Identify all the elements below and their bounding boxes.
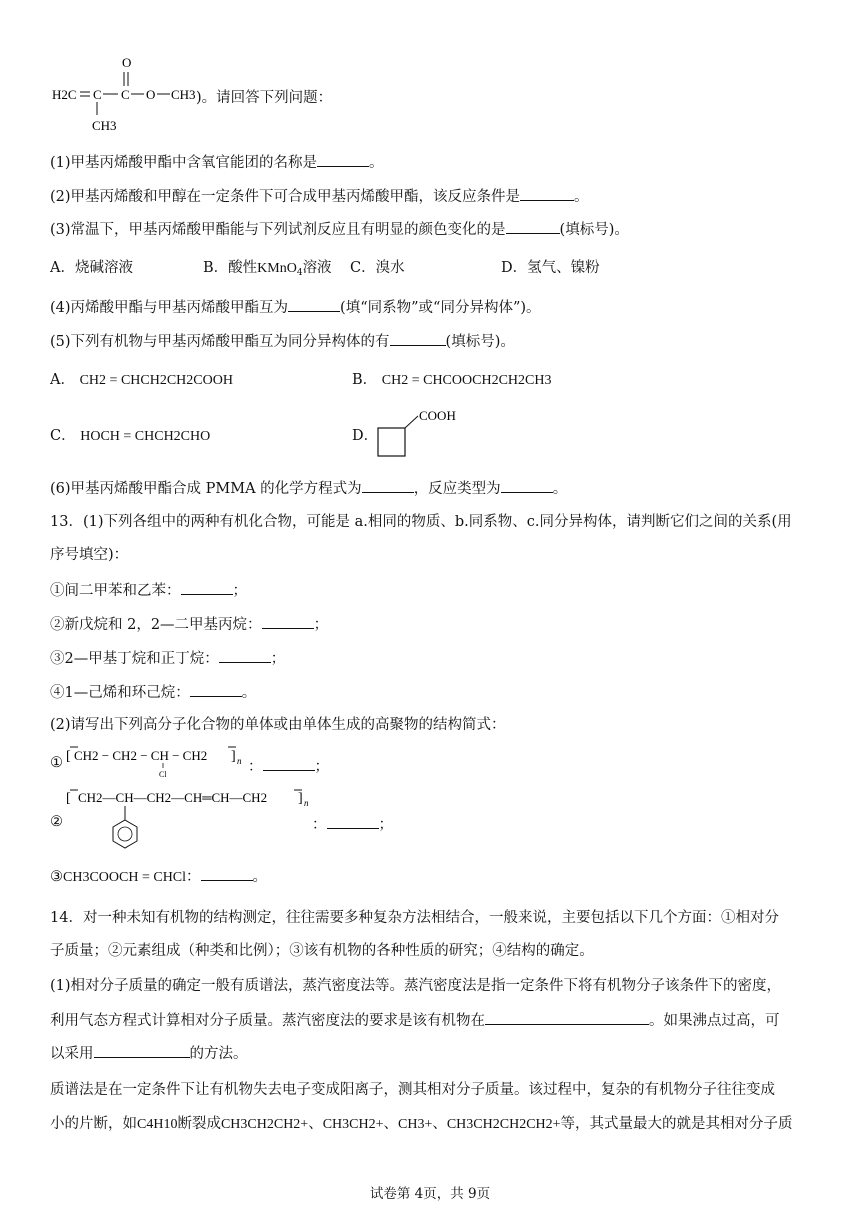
colon: ：	[186, 869, 201, 885]
answer-blank[interactable]	[506, 219, 560, 234]
polymer-3-formula: CH3COOCH = CHCl	[63, 870, 187, 885]
q14-text: 断裂成	[177, 1116, 221, 1132]
cyclobutane-carboxylic-acid	[374, 404, 474, 462]
q5-option-d: D．	[352, 428, 379, 444]
polymer-2-formula: CH2—CH—CH2—CH═CH—CH2	[78, 790, 268, 805]
q13-part-2: (2)请写出下列高分子化合物的单体或由单体生成的高聚物的结构简式：	[50, 717, 506, 733]
intro-tail: )。请回答下列问题：	[196, 90, 333, 106]
answer-blank[interactable]	[362, 478, 414, 493]
question-1-text: (1)甲基丙烯酸甲酯中含氧官能团的名称是	[50, 155, 318, 171]
option-b-suffix: 溶液	[302, 260, 332, 276]
svg-text:[: [	[66, 749, 71, 764]
period: 。	[252, 869, 268, 885]
question-14-tail: 的方法。	[189, 1046, 248, 1062]
kmno4-formula: KMnO	[257, 261, 297, 276]
separator: 、	[432, 1116, 447, 1132]
fragment-2: CH3CH2+	[322, 1117, 384, 1132]
period: 。	[552, 481, 568, 497]
option-label: A．	[50, 372, 75, 388]
mma-structure	[50, 52, 200, 136]
question-14-line-7	[50, 1114, 793, 1135]
q13-item-1	[50, 580, 247, 601]
q3-option-c: C．溴水	[350, 260, 405, 276]
carboxyl-group: COOH	[419, 408, 456, 423]
answer-blank[interactable]	[181, 580, 233, 595]
question-14-tail: 。如果沸点过高，可	[649, 1013, 780, 1029]
question-3-text: (3)常温下，甲基丙烯酸甲酯能与下列试剂反应且有明显的颜色变化的是	[50, 222, 506, 238]
question-14-line-3: (1)相对分子质量的确定一般有质谱法，蒸汽密度法等。蒸汽密度法是指一定条件下将有机物分子该条件下的密度，	[50, 978, 782, 994]
item-text: ②新戊烷和 2，2—二甲基丙烷：	[50, 617, 262, 633]
degree-n: n	[304, 798, 309, 808]
period: 。	[574, 189, 589, 205]
c4h10-formula: C4H10	[137, 1117, 178, 1132]
question-2-text: (2)甲基丙烯酸和甲醇在一定条件下可合成甲基丙烯酸甲酯，该反应条件是	[50, 189, 521, 205]
carbonyl-carbon: C	[121, 87, 130, 102]
question-6	[50, 478, 567, 499]
answer-blank[interactable]	[485, 1010, 649, 1025]
answer-blank[interactable]	[288, 297, 340, 312]
period: 。	[369, 155, 384, 171]
separator: 、	[308, 1116, 323, 1132]
polymer-2-answer	[312, 814, 393, 835]
question-3-tail: (填标号)。	[559, 222, 629, 238]
chlorine-atom: Cl	[159, 770, 167, 779]
question-14-line-4	[50, 1010, 780, 1031]
q5-option-b	[352, 370, 551, 391]
item-text: ③2—甲基丁烷和正丁烷：	[50, 651, 219, 667]
svg-text:]: ]	[231, 749, 236, 764]
answer-blank[interactable]	[390, 331, 446, 346]
ester-oxygen: O	[146, 87, 156, 102]
polymer-1-answer	[248, 756, 329, 777]
item-text: ④1—己烯和环己烷：	[50, 685, 190, 701]
question-5	[50, 331, 515, 352]
item-text: ①间二甲苯和乙苯：	[50, 583, 181, 599]
answer-blank[interactable]	[501, 478, 553, 493]
svg-text:[: [	[66, 791, 71, 806]
option-b-formula: CH2 = CHCOOCH2CH2CH3	[381, 373, 552, 388]
q3-option-a: A．烧碱溶液	[50, 260, 133, 276]
question-14-line-1: 14．对一种未知有机物的结构测定，往往需要多种复杂方法相结合，一般来说，主要包括以下几个方面：①相对分	[50, 910, 779, 926]
question-14-line-2: 子质量；②元素组成（种类和比例）；③该有机物的各种性质的研究；④结构的确定。	[50, 943, 594, 959]
q3-option-b	[203, 258, 332, 283]
question-4-tail: (填“同系物”或“同分异构体”)。	[340, 300, 541, 316]
polymer-1-mark: ①	[50, 755, 63, 771]
svg-text:]: ]	[298, 791, 303, 806]
q5-option-c	[50, 426, 210, 447]
methoxy-group: CH3	[171, 87, 196, 102]
answer-blank[interactable]	[520, 186, 574, 201]
q14-text: 小的片断，如	[50, 1116, 137, 1132]
period: 。	[241, 685, 257, 701]
option-b-prefix: B．酸性	[203, 260, 258, 276]
polymer-3	[50, 866, 267, 888]
fragment-4: CH3CH2CH2CH2+	[446, 1117, 561, 1132]
q5-option-a	[50, 370, 233, 391]
question-2	[50, 186, 589, 207]
option-label: B．	[352, 372, 378, 388]
q14-text: 等，其式量最大的就是其相对分子质	[560, 1116, 793, 1132]
semicolon: ；	[313, 617, 329, 633]
polymer-3-mark: ③	[50, 869, 63, 885]
question-1	[50, 152, 384, 173]
colon: ：	[312, 817, 327, 833]
answer-blank[interactable]	[94, 1043, 190, 1058]
carbonyl-oxygen: O	[122, 55, 132, 70]
question-14-text: 利用气态方程式计算相对分子质量。蒸汽密度法的要求是该有机物在	[50, 1013, 485, 1029]
question-14-text: 以采用	[50, 1046, 94, 1062]
polymer-2-structure	[66, 786, 326, 856]
question-4-text: (4)丙烯酸甲酯与甲基丙烯酸甲酯互为	[50, 300, 289, 316]
answer-blank[interactable]	[190, 682, 242, 697]
question-14-line-5	[50, 1043, 248, 1064]
answer-blank[interactable]	[219, 648, 271, 663]
question-5-tail: (填标号)。	[445, 334, 515, 350]
polymer-2-mark: ②	[50, 814, 63, 830]
semicolon: ；	[270, 651, 286, 667]
question-13-intro-line-2: 序号填空)：	[50, 547, 129, 563]
fragment-3: CH3+	[398, 1117, 433, 1132]
colon: ：	[248, 759, 263, 775]
answer-blank[interactable]	[327, 814, 379, 829]
question-4	[50, 297, 541, 318]
semicolon: ；	[378, 817, 393, 833]
fragment-1: CH3CH2CH2+	[220, 1117, 309, 1132]
answer-blank[interactable]	[263, 756, 315, 771]
alpha-carbon: C	[93, 87, 102, 102]
subscript: 4	[296, 268, 303, 278]
semicolon: ；	[232, 583, 247, 599]
option-c-formula: HOCH = CHCH2CHO	[80, 429, 211, 444]
methyl-group: CH3	[92, 118, 117, 133]
page-footer: 试卷第 4页，共 9页	[369, 1186, 491, 1202]
answer-blank[interactable]	[262, 614, 314, 629]
polymer-1-structure	[66, 742, 266, 782]
answer-blank[interactable]	[317, 152, 369, 167]
question-5-text: (5)下列有机物与甲基丙烯酸甲酯互为同分异构体的有	[50, 334, 390, 350]
question-6-mid: ，反应类型为	[413, 481, 501, 497]
question-3	[50, 219, 629, 240]
q13-item-4	[50, 682, 256, 703]
question-13-intro-line-1: 13．(1)下列各组中的两种有机化合物，可能是 a.相同的物质、b.同系物、c.同分异构体，请判断它们之间的关系(用	[50, 514, 792, 530]
degree-n: n	[237, 756, 242, 766]
polymer-1-formula: CH2 − CH2 − CH − CH2	[74, 748, 208, 763]
q13-item-3	[50, 648, 285, 669]
q13-item-2	[50, 614, 328, 635]
benzene-ring	[113, 820, 137, 848]
answer-blank[interactable]	[201, 866, 253, 881]
option-a-formula: CH2 = CHCH2CH2COOH	[79, 373, 233, 388]
separator: 、	[383, 1116, 398, 1132]
option-label: C．	[50, 428, 76, 444]
question-6-text: (6)甲基丙烯酸甲酯合成 PMMA 的化学方程式为	[50, 481, 362, 497]
question-14-line-6: 质谱法是在一定条件下让有机物失去电子变成阳离子，测其相对分子质量。该过程中，复杂的有机物分子往往变成	[50, 1082, 775, 1098]
q3-option-d: D．氢气、镍粉	[501, 260, 600, 276]
semicolon: ；	[314, 759, 329, 775]
h2c-group: H2C	[52, 87, 77, 102]
